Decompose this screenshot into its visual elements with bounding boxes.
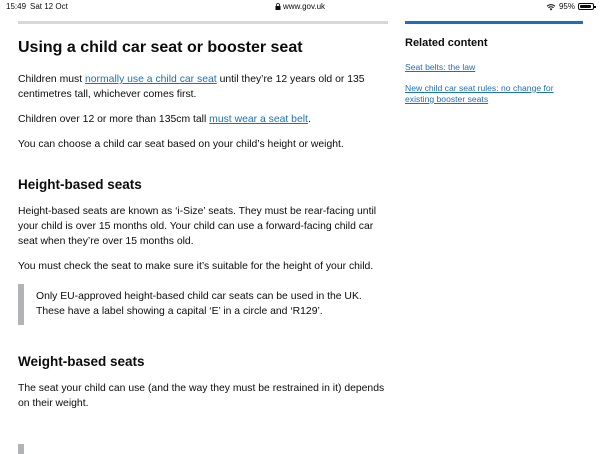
inset-text xyxy=(18,284,388,325)
list-item xyxy=(405,83,583,106)
related-link-seat-belts[interactable]: Seat belts: the law xyxy=(405,62,476,72)
battery-fill xyxy=(580,5,591,8)
weight-seats-heading: Weight-based seats xyxy=(18,354,145,369)
url-text: www.gov.uk xyxy=(282,2,326,11)
wifi-icon xyxy=(546,3,556,11)
related-links-list xyxy=(405,62,583,106)
inset-paragraph: Only EU-approved height-based child car seats can be used in the UK. These have a label showing a capital ‘E’ in a circle and ‘R129’. xyxy=(36,291,362,317)
seat-belt-link[interactable]: must wear a seat belt xyxy=(209,114,308,125)
intro-paragraph-2 xyxy=(18,112,388,127)
page-title: Using a child car seat or booster seat xyxy=(18,39,303,56)
battery-percent: 95% xyxy=(558,2,575,11)
battery-icon xyxy=(578,3,594,10)
status-bar xyxy=(0,0,600,12)
list-item xyxy=(405,62,583,74)
related-content xyxy=(405,36,583,115)
text: Children must xyxy=(18,74,85,85)
divider xyxy=(18,21,388,24)
child-car-seat-link[interactable]: normally use a child car seat xyxy=(85,74,217,85)
status-time: 15:49 xyxy=(6,2,27,11)
intro-paragraph-3: You can choose a child car seat based on your child’s height or weight. xyxy=(18,139,344,150)
inset-border-partial xyxy=(18,444,24,454)
status-date: Sat 12 Oct xyxy=(30,2,68,11)
related-content-heading: Related content xyxy=(405,37,488,49)
height-paragraph-1: Height-based seats are known as ‘i-Size’ seats. They must be rear-facing until your child is over 15 months old. Your child can use a forward-facing child car seat when they’re over 15 months old. xyxy=(18,206,377,247)
intro-paragraph-1 xyxy=(18,72,388,102)
related-link-booster-seat-rules[interactable]: New child car seat rules: no change for existing booster seats xyxy=(405,82,554,104)
status-right xyxy=(546,2,594,11)
height-paragraph-2: You must check the seat to make sure it’s suitable for the height of your child. xyxy=(18,261,374,272)
text: until they’re 12 years old or 135 centimetres tall, whichever comes first. xyxy=(18,74,365,100)
weight-paragraph-1: The seat your child can use (and the way they must be restrained in it) depends on their weight. xyxy=(18,383,385,409)
text: Children over 12 or more than 135cm tall xyxy=(18,114,210,125)
sidebar-accent-rule xyxy=(405,21,583,24)
height-seats-heading: Height-based seats xyxy=(18,177,142,192)
lock-icon xyxy=(275,3,281,10)
main-content xyxy=(18,38,388,421)
text: . xyxy=(307,114,311,125)
address-bar[interactable] xyxy=(0,2,600,11)
